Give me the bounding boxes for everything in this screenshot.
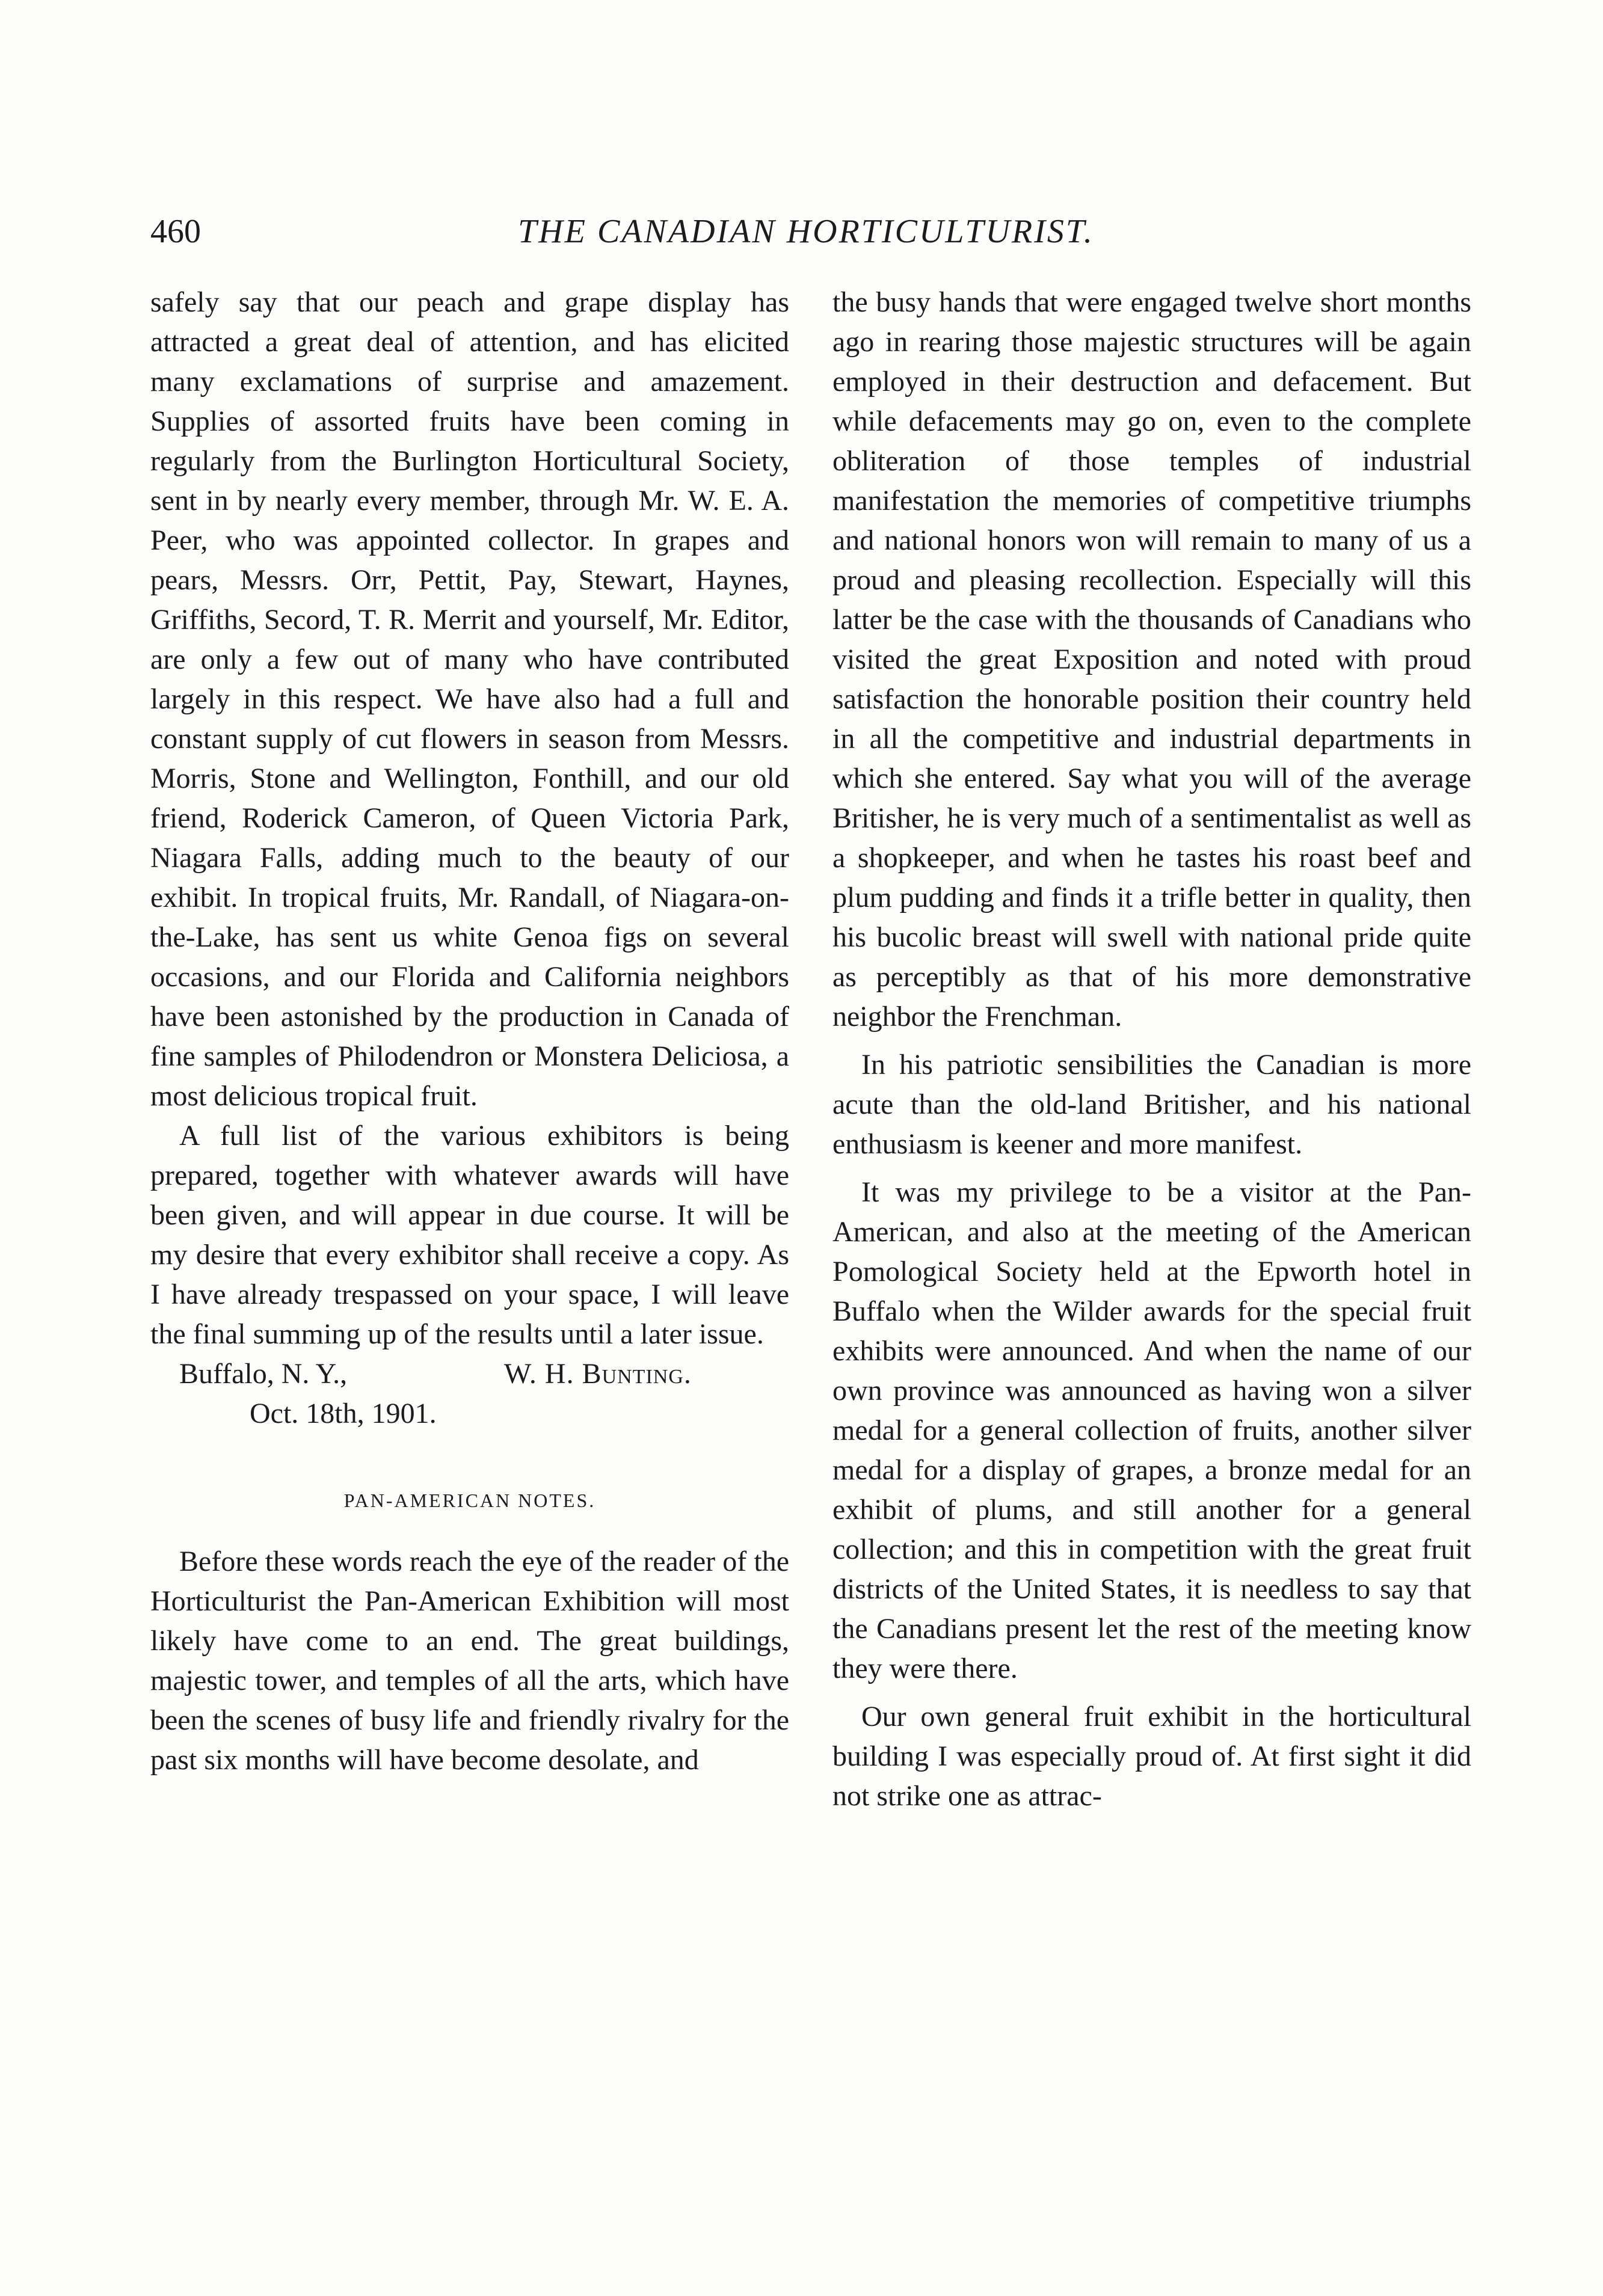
signature-date: Oct. 18th, 1901. — [250, 1398, 437, 1429]
body-paragraph: the busy hands that were engaged twelve short months ago in rearing those majestic structures will be again employed in their destruction and defacement. But while defacements may go on, even to the complete obliteration of those temples of industrial manifestation the memories of competitive triumphs and national honors won will remain to many of us a proud and pleasing recollection. Especially will this latter be the case with the thousands of Canadians who visited the great Exposition and noted with proud satisfaction the honorable position their country held in all the competitive and industrial departments in which she entered. Say what you will of the average Britisher, he is very much of a sentimentalist as well as a shopkeeper, and when he tastes his roast beef and plum pudding and finds it a trifle better in quality, then his bucolic breast will swell with national pride quite as perceptibly as that of his more demonstrative neighbor the Frenchman. — [832, 286, 1471, 1033]
page-number: 460 — [150, 213, 201, 250]
running-title: THE CANADIAN HORTICULTURIST. — [518, 213, 1094, 250]
body-paragraph: It was my privilege to be a visitor at the Pan-American, and also at the meeting of the American Pomological Society held at the Epworth hotel in Buffalo when the Wilder awards for the special fruit exhibits were announced. And when the name of our own province was announced as having won a silver medal for a general collection of fruits, another silver medal for a display of grapes, a bronze medal for an exhibit of plums, and still another for a general collection; and this in competition with the great fruit districts of the United States, it is needless to say that the Canadians present let the rest of the meeting know they were there. — [832, 1176, 1471, 1684]
body-paragraph: Our own general fruit exhibit in the horticultural building I was especially proud of. At first sight it did not strike one as attrac- — [832, 1701, 1471, 1812]
signature-line — [150, 1354, 789, 1394]
body-paragraph: safely say that our peach and grape display has attracted a great deal of attention, and has elicited many exclamations of surprise and amazement. Supplies of assorted fruits have been coming in regularly from the Burlington Horticultural Society, sent in by nearly every member, through Mr. W. E. A. Peer, who was appointed collector. In grapes and pears, Messrs. Orr, Pettit, Pay, Stewart, Haynes, Griffiths, Secord, T. R. Merrit and yourself, Mr. Editor, are only a few out of many who have contributed largely in this respect. We have also had a full and constant supply of cut flowers in season from Messrs. Morris, Stone and Wellington, Fonthill, and our old friend, Roderick Cameron, of Queen Victoria Park, Niagara Falls, adding much to the beauty of our exhibit. In tropical fruits, Mr. Randall, of Niagara-on-the-Lake, has sent us white Genoa figs on several occasions, and our Florida and California neighbors have been astonished by the production in Canada of fine samples of Philodendron or Monstera Deliciosa, a most delicious tropical fruit. — [150, 286, 789, 1112]
left-column — [150, 283, 789, 1780]
signature-place: Buffalo, N. Y., — [179, 1358, 348, 1390]
body-paragraph: Before these words reach the eye of the reader of the Horticulturist the Pan-American Exhibition will most likely have come to an end. The great buildings, majestic tower, and temples of all the arts, which have been the scenes of busy life and friendly rivalry for the past six months will have become desolate, and — [150, 1546, 789, 1776]
section-heading: PAN-AMERICAN NOTES. — [343, 1490, 596, 1511]
signature-name: W. H. Bunting. — [504, 1358, 692, 1390]
body-paragraph: A full list of the various exhibitors is being prepared, together with whatever awards will have been given, and will appear in due course. It will be my desire that every exhibitor shall receive a copy. As I have already trespassed on your space, I will leave the final summing up of the results until a later issue. — [150, 1120, 789, 1350]
body-paragraph: In his patriotic sensibilities the Canadian is more acute than the old-land Britisher, and his national enthusiasm is keener and more manifest. — [832, 1049, 1471, 1160]
page-header — [150, 207, 1462, 274]
right-column — [832, 283, 1471, 1816]
